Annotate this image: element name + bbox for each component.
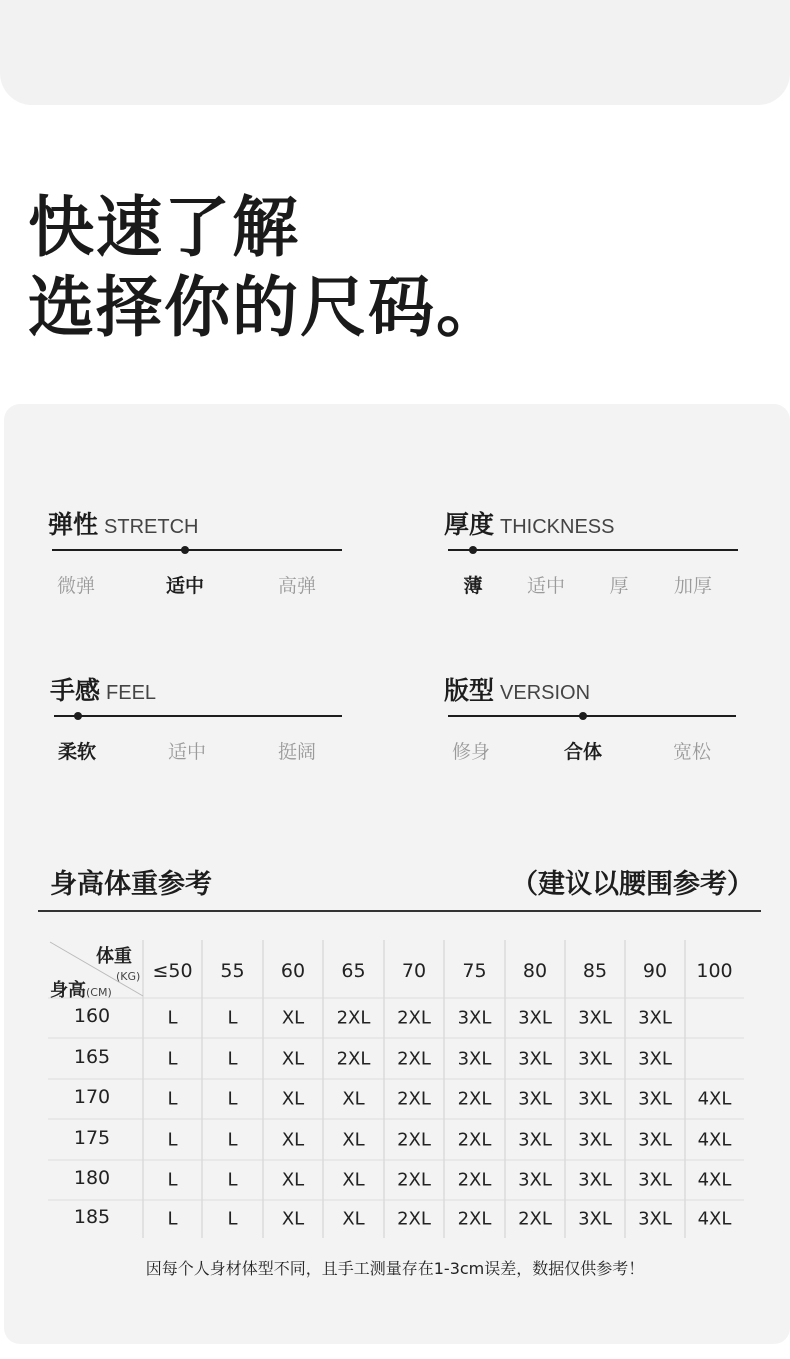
attribute-title-en: STRETCH: [104, 516, 199, 538]
size-cell: 2XL: [397, 1088, 431, 1110]
weight-header-cell: 85: [582, 960, 608, 982]
size-cell: L: [167, 1088, 178, 1110]
reference-title: 身高体重参考: [50, 869, 212, 900]
size-cell: 3XL: [638, 1169, 672, 1191]
height-header-cell: 165: [73, 1045, 111, 1068]
size-cell: XL: [342, 1208, 365, 1230]
weight-header-cell: 80: [522, 960, 548, 982]
attribute-title-cn: 手感: [50, 676, 101, 705]
corner-height-unit: (CM): [86, 986, 112, 999]
size-cell: XL: [281, 1208, 305, 1230]
size-cell: 3XL: [457, 1007, 492, 1029]
size-cell: XL: [281, 1007, 305, 1029]
size-cell: 2XL: [457, 1088, 492, 1110]
attribute-title: [444, 505, 614, 541]
size-cell: L: [167, 1169, 178, 1191]
weight-header-cell: 65: [341, 960, 366, 982]
size-cell: 3XL: [638, 1007, 672, 1029]
size-cell: 2XL: [397, 1129, 431, 1150]
attribute-scale-line: [52, 549, 342, 551]
size-cell: XL: [281, 1129, 305, 1150]
attribute-option: 适中: [526, 575, 566, 597]
hero-heading: [28, 188, 504, 348]
size-cell: XL: [281, 1169, 305, 1191]
size-cell: L: [227, 1169, 238, 1191]
size-cell: 2XL: [336, 1048, 371, 1069]
hero-line-2: 选择你的尺码。: [28, 269, 504, 346]
size-cell: L: [227, 1088, 238, 1110]
weight-header-cell: 75: [462, 960, 487, 982]
corner-weight-unit: (KG): [116, 970, 141, 983]
size-cell: 3XL: [518, 1088, 552, 1110]
height-header-cell: 175: [73, 1126, 111, 1149]
attribute-option: 宽松: [672, 741, 712, 763]
corner-weight-label: 体重: [96, 946, 132, 967]
size-cell: 2XL: [457, 1129, 492, 1150]
attribute-scale-marker: [469, 546, 477, 554]
reference-note: （建议以腰围参考）: [511, 869, 754, 900]
hero-line-1: 快速了解: [28, 189, 300, 266]
size-cell: L: [167, 1007, 178, 1029]
attribute-scale-marker: [579, 712, 587, 720]
size-cell: 4XL: [697, 1208, 732, 1230]
size-cell: L: [167, 1048, 178, 1069]
weight-header-cell: 55: [220, 960, 245, 982]
attribute-scale-line: [54, 715, 342, 717]
size-cell: 3XL: [638, 1208, 672, 1230]
weight-header-cell: 100: [696, 960, 733, 982]
size-cell: XL: [281, 1048, 305, 1069]
weight-header-cell: 90: [642, 960, 668, 982]
attribute-scale-marker: [74, 712, 82, 720]
height-header-cell: 180: [73, 1167, 111, 1189]
size-cell: 3XL: [638, 1129, 672, 1150]
size-cell: 3XL: [578, 1088, 612, 1110]
size-cell: 3XL: [578, 1048, 612, 1069]
attribute-option: 适中: [167, 741, 207, 763]
size-cell: 2XL: [397, 1048, 431, 1069]
size-cell: 4XL: [697, 1169, 732, 1191]
size-cell: 4XL: [697, 1129, 732, 1150]
size-cell: XL: [281, 1088, 305, 1110]
height-header-cell: 160: [73, 1005, 111, 1027]
size-cell: 3XL: [518, 1007, 552, 1029]
size-cell: 3XL: [518, 1048, 552, 1069]
attribute-title-en: THICKNESS: [500, 516, 615, 538]
corner-height-text: 身高: [50, 980, 86, 1001]
attribute-option-selected: 适中: [165, 575, 205, 597]
size-cell: L: [227, 1007, 238, 1029]
size-cell: 2XL: [336, 1007, 371, 1029]
size-cell: 3XL: [638, 1088, 672, 1110]
attribute-title-cn: 版型: [444, 676, 495, 705]
height-header-cell: 170: [73, 1086, 111, 1108]
size-cell: L: [167, 1129, 178, 1150]
size-cell: XL: [342, 1129, 365, 1150]
size-cell: L: [227, 1208, 238, 1230]
size-cell: 3XL: [518, 1129, 552, 1150]
size-cell: XL: [342, 1169, 365, 1191]
attribute-title: [50, 671, 156, 707]
corner-height-label: [50, 976, 112, 1002]
attribute-title: [444, 671, 590, 707]
size-cell: 2XL: [518, 1208, 552, 1230]
reference-divider: [38, 910, 761, 912]
size-cell: 2XL: [457, 1208, 492, 1230]
attribute-option-selected: 薄: [463, 575, 483, 597]
size-cell: 2XL: [397, 1208, 431, 1230]
attribute-title: [48, 505, 198, 541]
height-header-cell: 185: [73, 1206, 111, 1228]
attribute-title-en: VERSION: [500, 682, 591, 704]
weight-header-cell: 60: [280, 960, 306, 982]
size-cell: 3XL: [518, 1169, 552, 1191]
attribute-option: 加厚: [673, 575, 713, 597]
size-cell: XL: [342, 1088, 365, 1110]
size-cell: 3XL: [578, 1208, 612, 1230]
weight-header-cell: 70: [401, 960, 427, 982]
attribute-option-selected: 柔软: [57, 741, 97, 763]
top-banner-panel: [0, 0, 790, 105]
attribute-option: 高弹: [277, 575, 317, 597]
attribute-option-selected: 合体: [563, 741, 603, 763]
size-cell: L: [227, 1129, 238, 1150]
attribute-title-cn: 弹性: [48, 510, 99, 539]
attribute-scale-line: [448, 549, 738, 551]
size-cell: 4XL: [697, 1088, 732, 1110]
size-cell: 2XL: [397, 1169, 431, 1191]
size-cell: 3XL: [638, 1048, 672, 1069]
attribute-option: 修身: [451, 741, 491, 763]
attribute-scale-line: [448, 715, 736, 717]
size-cell: L: [227, 1048, 238, 1069]
weight-header-cell: ≤50: [152, 960, 193, 982]
size-cell: L: [167, 1208, 178, 1230]
size-cell: 3XL: [578, 1169, 612, 1191]
size-cell: 3XL: [578, 1007, 612, 1029]
attribute-option: 微弹: [56, 575, 96, 597]
attribute-scale-marker: [181, 546, 189, 554]
attribute-option: 挺阔: [277, 741, 317, 763]
attribute-title-en: FEEL: [106, 682, 157, 704]
attribute-option: 厚: [609, 575, 629, 597]
size-cell: 2XL: [457, 1169, 492, 1191]
attribute-title-cn: 厚度: [444, 510, 495, 539]
size-cell: 3XL: [457, 1048, 492, 1069]
size-cell: 3XL: [578, 1129, 612, 1150]
disclaimer-footnote: 因每个人身材体型不同，且手工测量存在1-3cm误差，数据仅供参考！: [145, 1259, 645, 1278]
size-cell: 2XL: [397, 1007, 431, 1029]
